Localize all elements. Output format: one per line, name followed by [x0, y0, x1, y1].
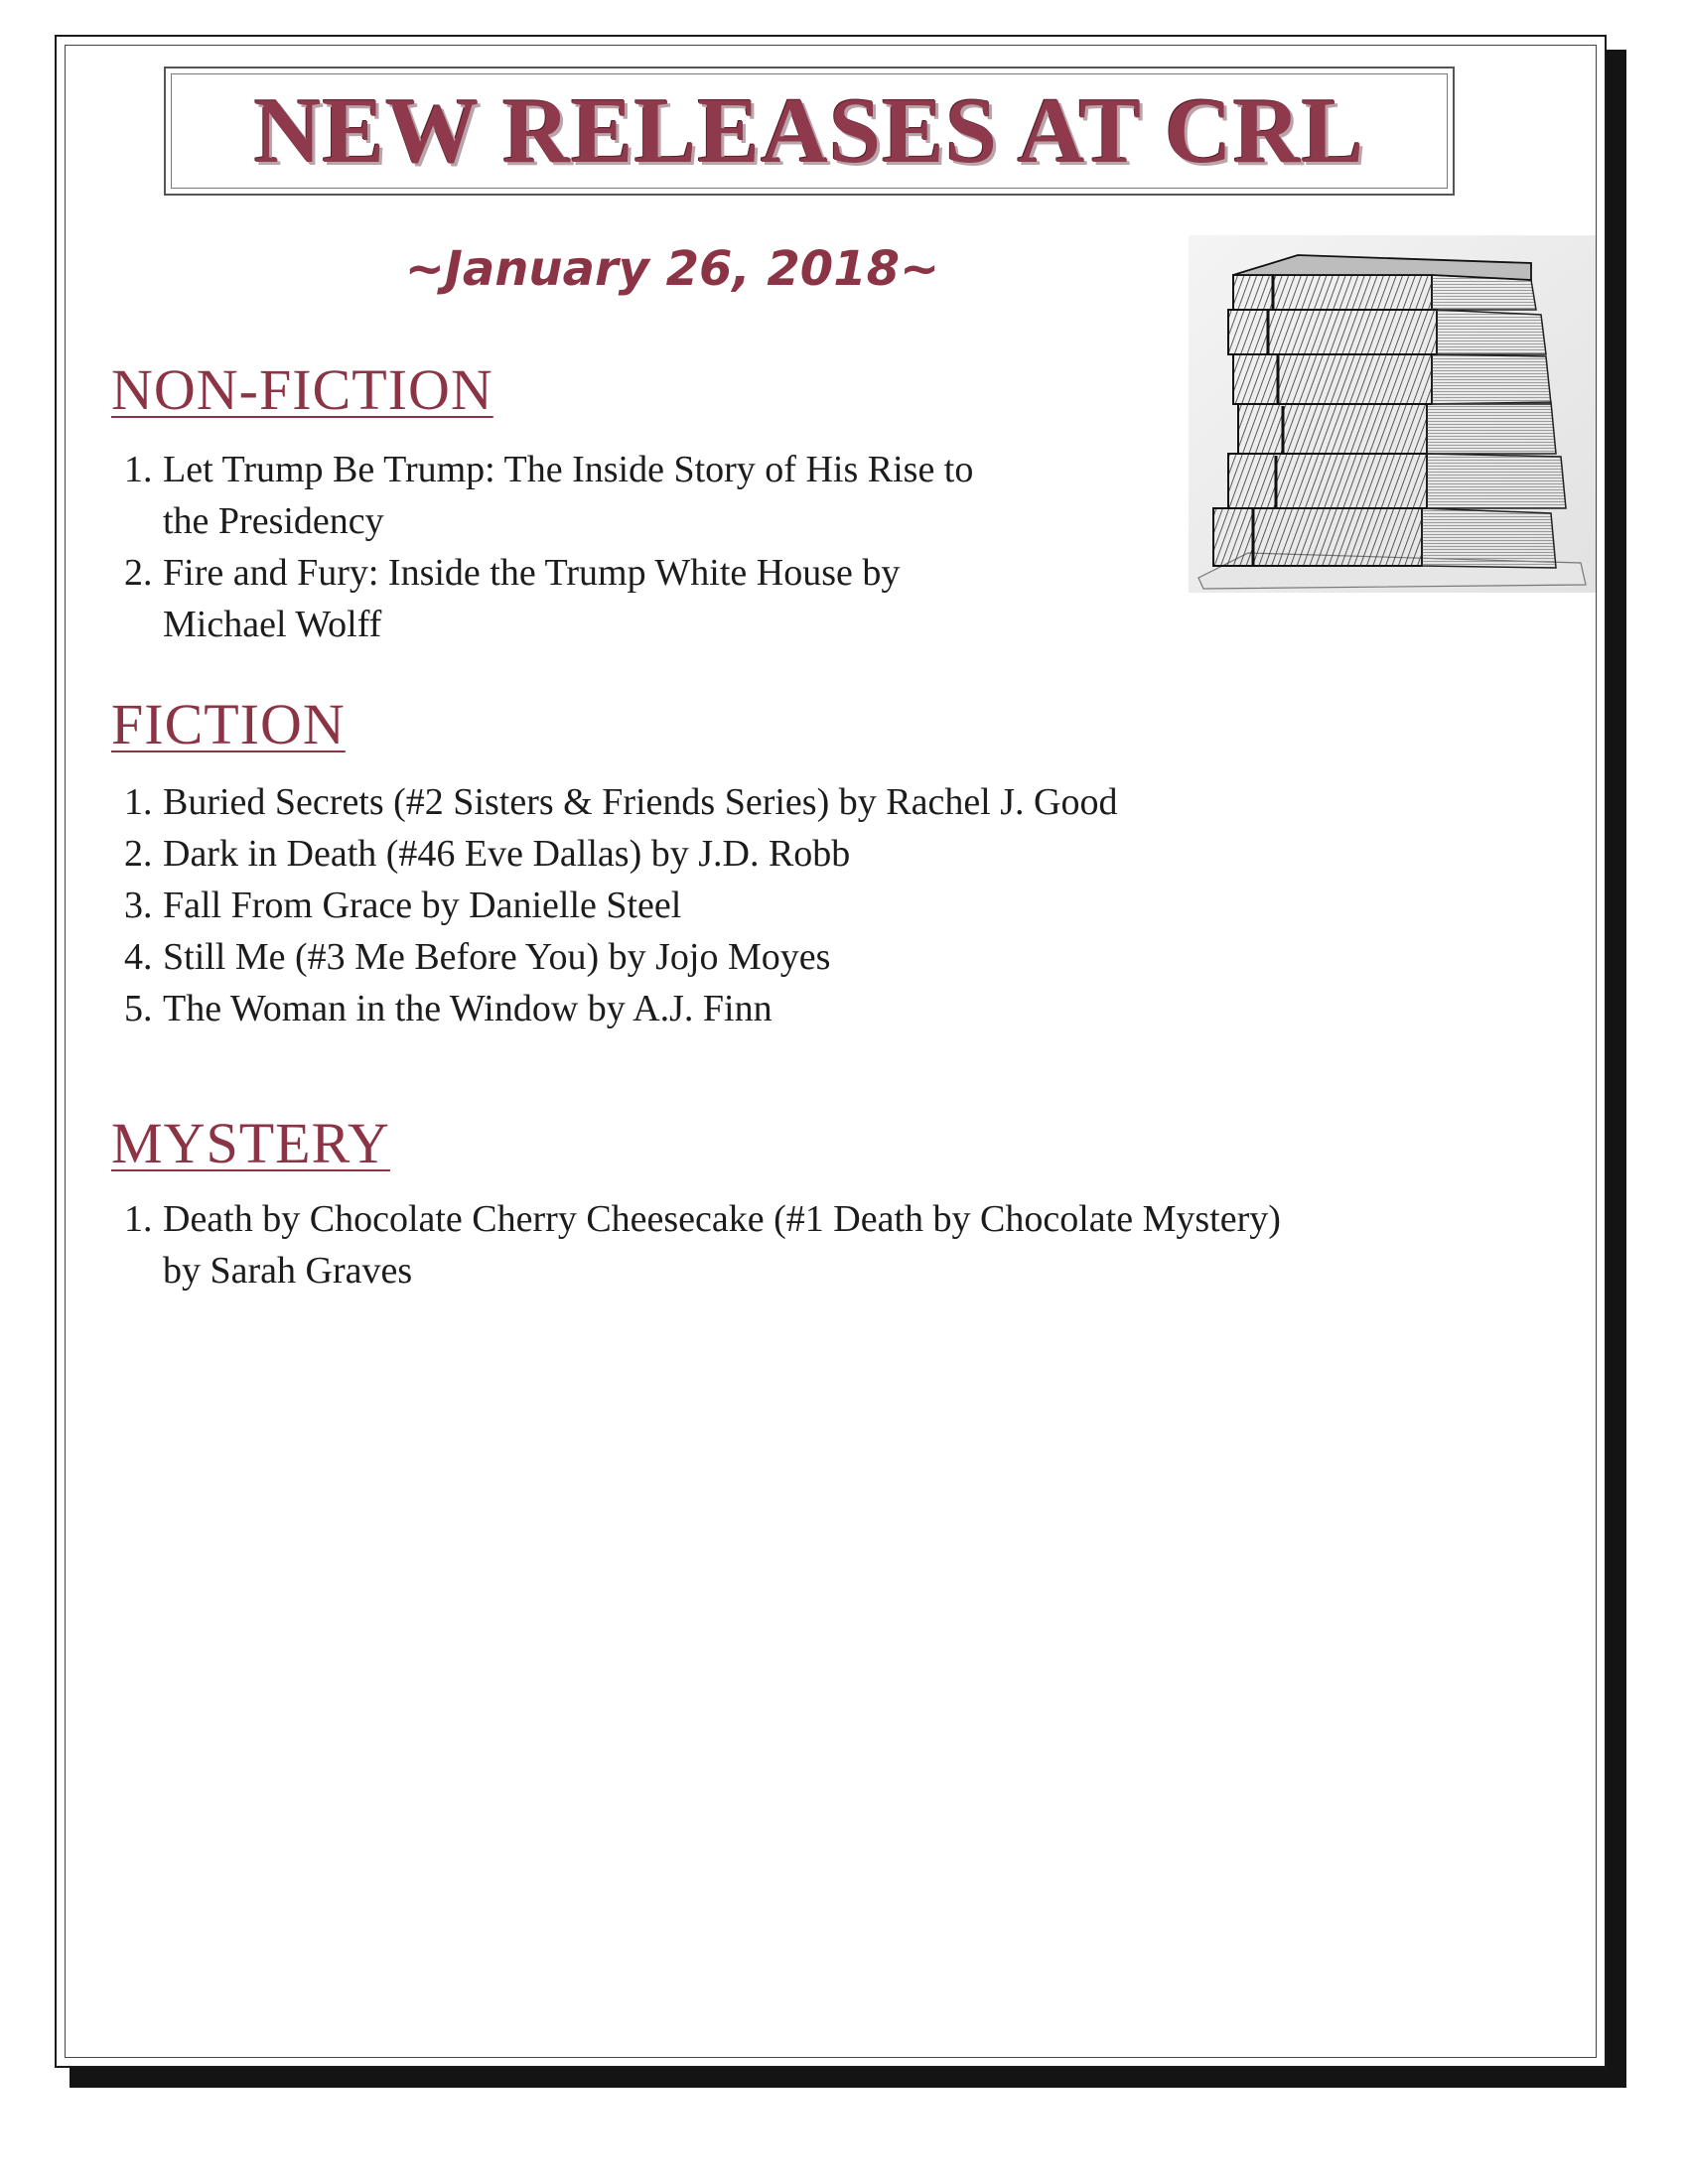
- item-number: 1.: [124, 781, 153, 823]
- item-title-line: The Woman in the Window by A.J. Finn: [163, 988, 773, 1029]
- title-box-inner: [171, 73, 1448, 189]
- fiction-list: [124, 776, 1117, 1034]
- item-title-line: Fall From Grace by Danielle Steel: [163, 885, 682, 926]
- item-title-line: Death by Chocolate Cherry Cheesecake (#1 Death by Chocolate Mystery): [163, 1198, 1281, 1240]
- mystery-list: [124, 1193, 1281, 1297]
- list-item: [124, 931, 1117, 983]
- item-number: 5.: [124, 988, 153, 1029]
- release-date: ~January 26, 2018~: [404, 241, 940, 297]
- list-item: [124, 983, 1117, 1034]
- list-item: [124, 828, 1117, 880]
- fiction-heading: FICTION: [111, 692, 346, 756]
- item-number: 3.: [124, 885, 153, 926]
- list-item: [124, 1193, 1281, 1297]
- nonfiction-heading: NON-FICTION: [111, 357, 493, 422]
- item-title-line: the Presidency: [163, 500, 384, 542]
- list-item: [124, 776, 1117, 828]
- list-item: [124, 880, 1117, 931]
- page-title: NEW RELEASES AT CRL: [253, 79, 1365, 183]
- item-number: 4.: [124, 936, 153, 978]
- title-box: [164, 67, 1455, 196]
- item-number: 2.: [124, 552, 153, 594]
- item-title-line: Dark in Death (#46 Eve Dallas) by J.D. Robb: [163, 833, 851, 875]
- item-title-line: by Sarah Graves: [163, 1250, 413, 1292]
- item-title-line: Still Me (#3 Me Before You) by Jojo Moyes: [163, 936, 831, 978]
- item-title-line: Michael Wolff: [163, 604, 382, 645]
- item-title-line: Let Trump Be Trump: The Inside Story of His Rise to: [163, 449, 974, 490]
- nonfiction-list: [124, 444, 973, 650]
- item-number: 1.: [124, 449, 153, 490]
- item-number: 2.: [124, 833, 153, 875]
- mystery-heading: MYSTERY: [111, 1111, 390, 1175]
- item-title-line: Fire and Fury: Inside the Trump White House by: [163, 552, 901, 594]
- list-item: [124, 547, 973, 650]
- list-item: [124, 444, 973, 547]
- item-number: 1.: [124, 1198, 153, 1240]
- item-title-line: Buried Secrets (#2 Sisters & Friends Series) by Rachel J. Good: [163, 781, 1118, 823]
- flyer-page: [55, 35, 1607, 2068]
- stack-of-books-illustration: [1189, 235, 1596, 593]
